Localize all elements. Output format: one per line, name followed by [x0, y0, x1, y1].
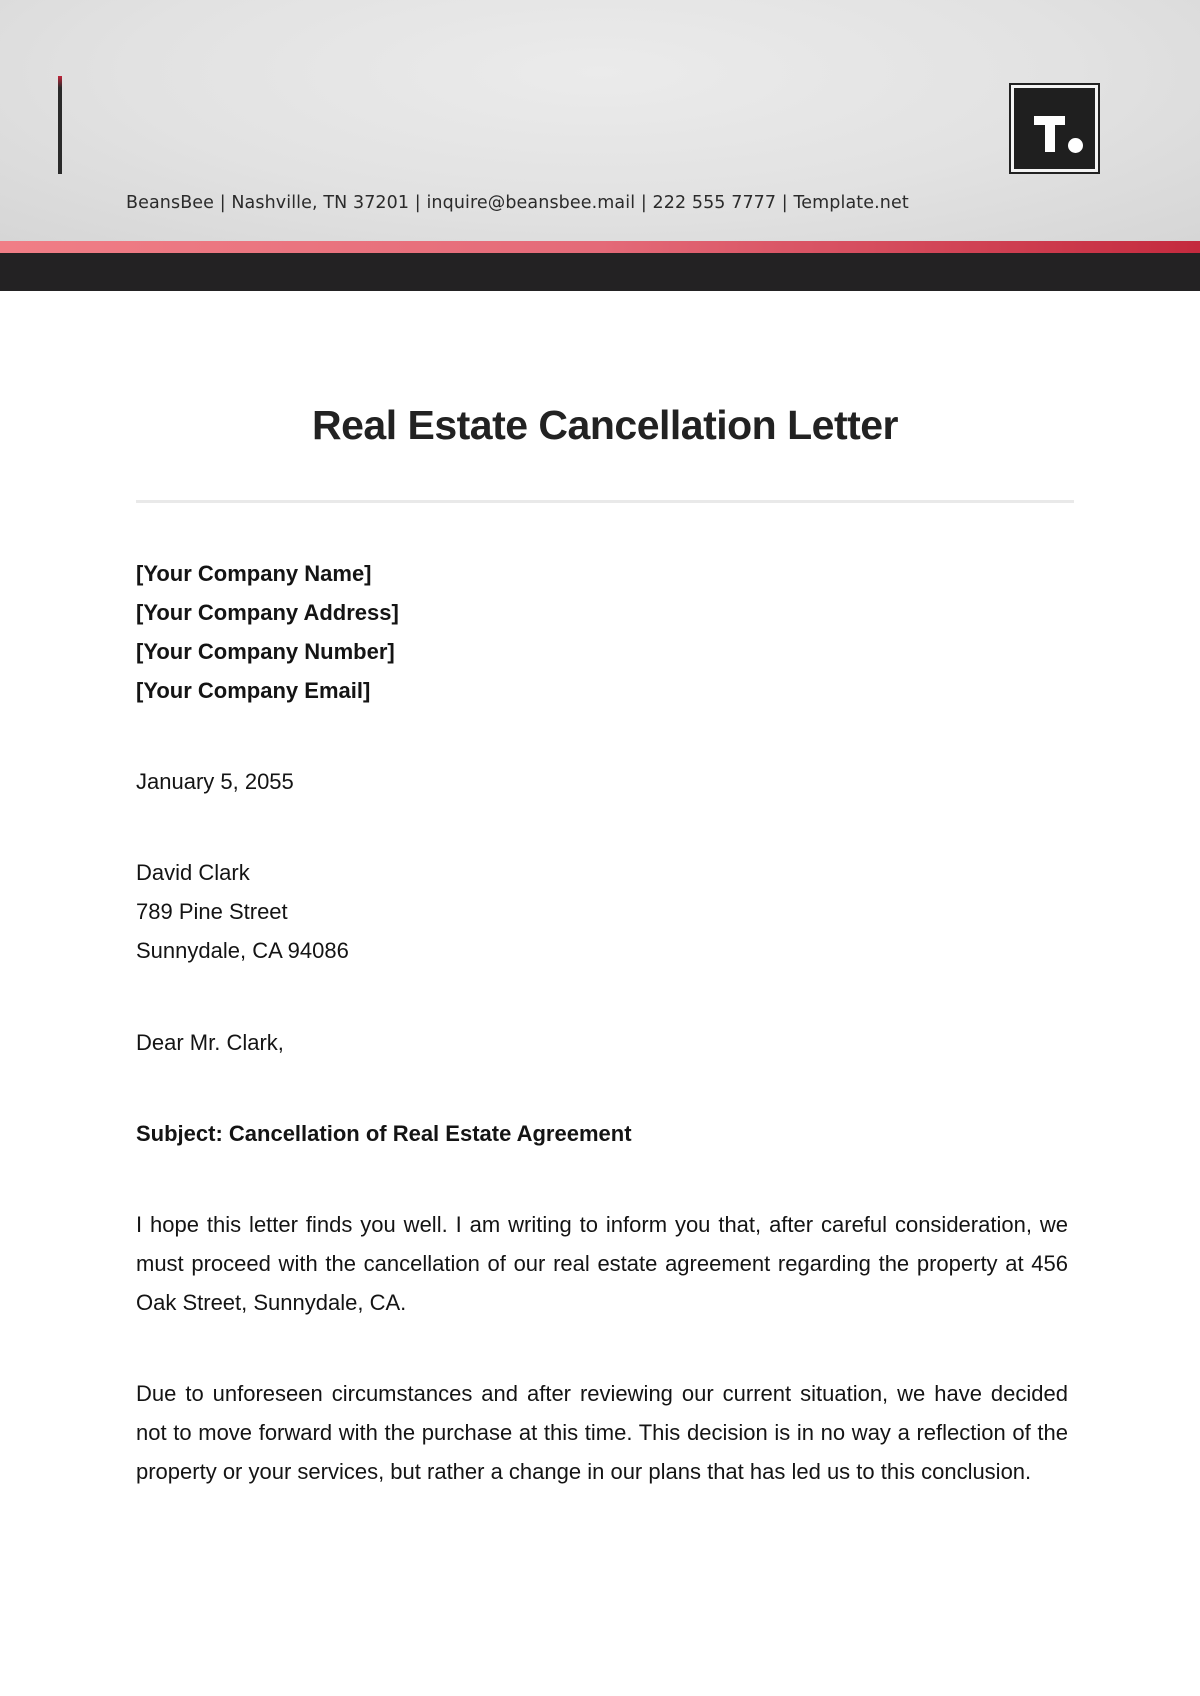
salutation-block [136, 1023, 1068, 1062]
logo-dot [1068, 138, 1083, 153]
letterhead [0, 0, 1200, 241]
sender-block [136, 554, 1068, 710]
salutation: Dear Mr. Clark, [136, 1030, 284, 1055]
subject-line: Subject: Cancellation of Real Estate Agreement [136, 1121, 632, 1146]
sender-company-name: [Your Company Name] [136, 561, 372, 586]
recipient-street: 789 Pine Street [136, 899, 288, 924]
page-title: Real Estate Cancellation Letter [311, 402, 899, 448]
template-t-logo-icon [1009, 83, 1100, 174]
date-block [136, 762, 1068, 801]
sender-company-number: [Your Company Number] [136, 639, 395, 664]
sender-company-email: [Your Company Email] [136, 678, 371, 703]
recipient-block [136, 853, 1068, 970]
header-accent-bar [58, 76, 62, 174]
body-paragraph-1: I hope this letter finds you well. I am writing to inform you that, after careful consideration, we must proceed with the cancellation of our real estate agreement regarding the property at 456 Oak Street, Sunnydale, CA. [136, 1212, 1068, 1315]
logo-t-stem [1045, 116, 1055, 152]
letter-date: January 5, 2055 [136, 769, 294, 794]
logo-inner [1014, 88, 1095, 169]
recipient-name: David Clark [136, 860, 250, 885]
header-red-stripe [0, 241, 1200, 253]
sender-company-address: [Your Company Address] [136, 600, 399, 625]
subject-block [136, 1114, 1068, 1153]
body-paragraph-2: Due to unforeseen circumstances and after reviewing our current situation, we have decided not to move forward with the purchase at this time. This decision is in no way a reflection of the property or your services, but rather a change in our plans that has led us to this conclusion. [136, 1381, 1068, 1484]
recipient-city-line: Sunnydale, CA 94086 [136, 938, 349, 963]
contact-line: BeansBee | Nashville, TN 37201 | inquire@beansbee.mail | 222 555 7777 | Template.net [126, 193, 909, 213]
title-divider [136, 500, 1074, 503]
header-dark-band [0, 253, 1200, 291]
